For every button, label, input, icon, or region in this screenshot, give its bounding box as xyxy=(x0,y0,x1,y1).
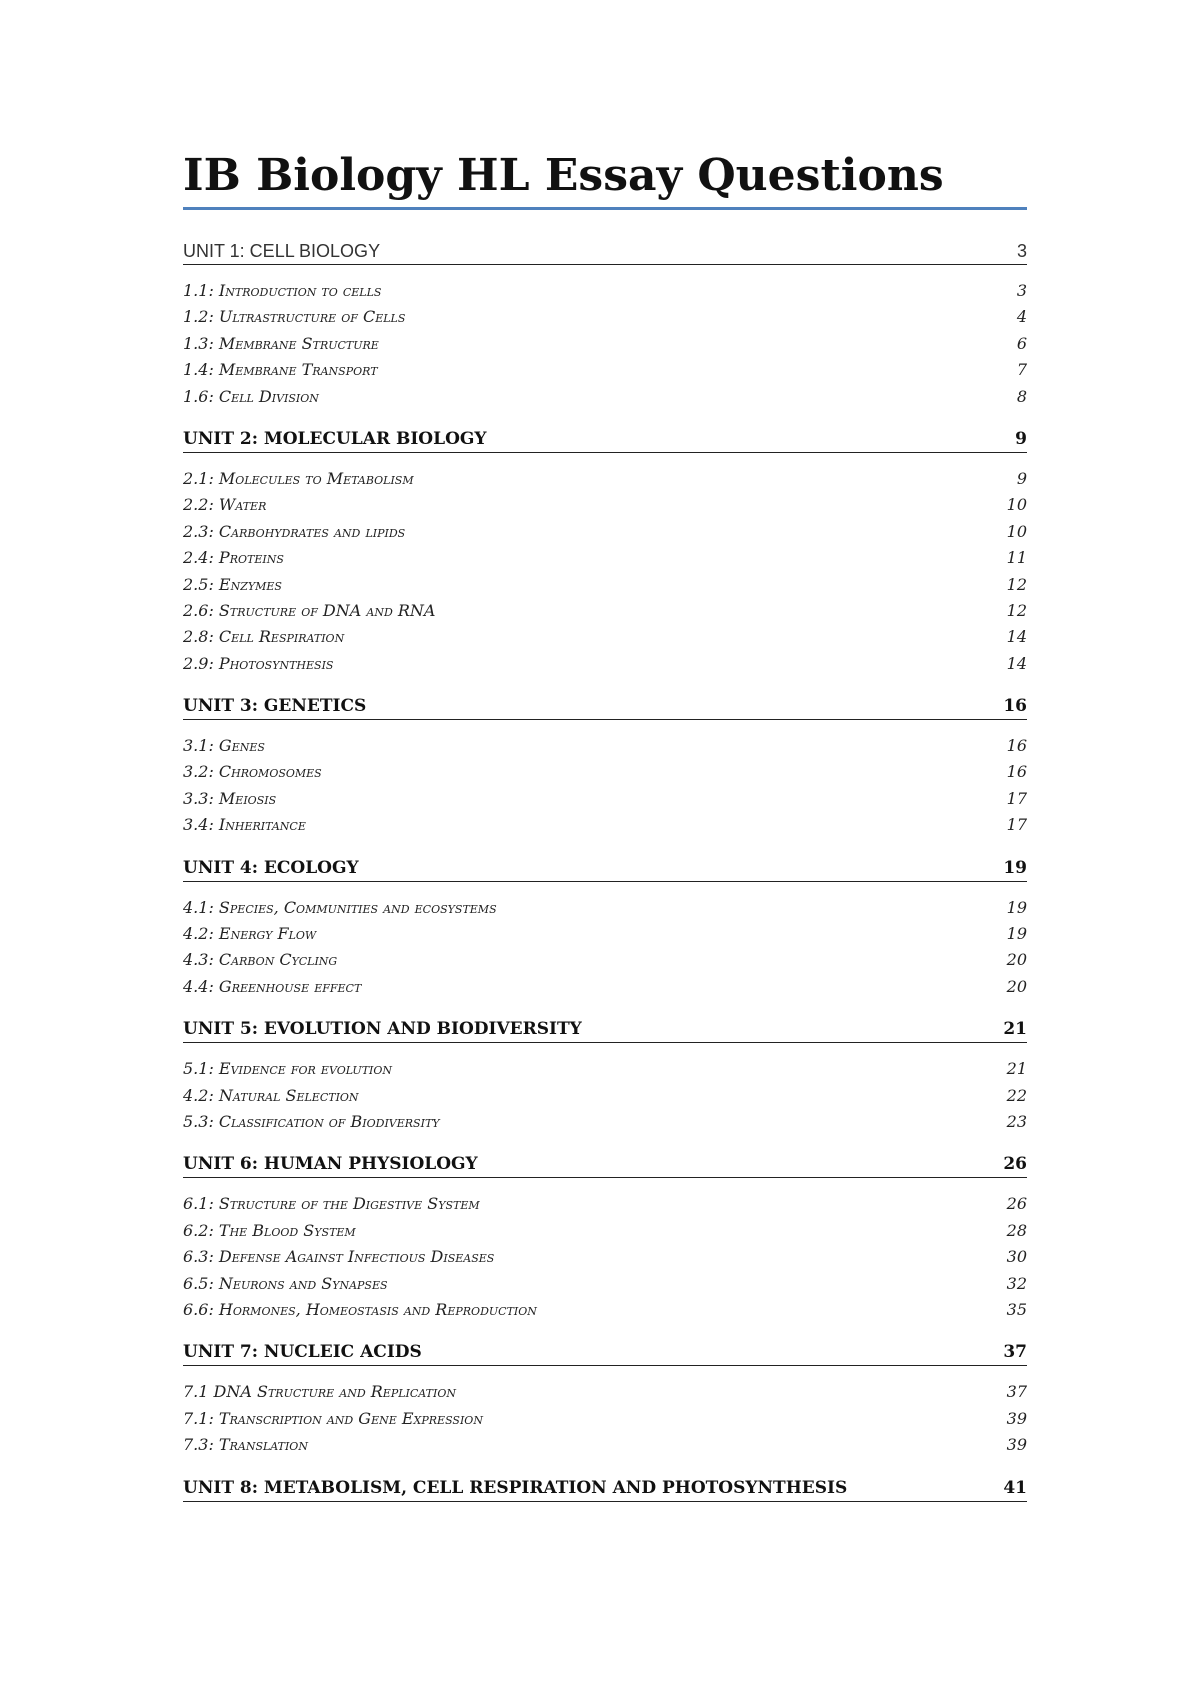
toc-unit xyxy=(183,426,1027,677)
toc-entry-link[interactable] xyxy=(183,466,1027,492)
toc-unit-heading-link[interactable] xyxy=(183,1339,1027,1366)
unit-page-number: 21 xyxy=(1003,1019,1027,1040)
entry-page-number: 11 xyxy=(1006,548,1027,568)
entry-page-number: 23 xyxy=(1006,1111,1027,1131)
entry-title: 4.1: Species, Communities and ecosystems xyxy=(183,897,497,917)
entry-page-number: 10 xyxy=(1006,495,1027,515)
entry-page-number: 9 xyxy=(1016,468,1027,488)
toc-entry-link[interactable] xyxy=(183,598,1027,624)
entry-title: 2.9: Photosynthesis xyxy=(183,653,334,673)
toc-entry-link[interactable] xyxy=(183,651,1027,677)
toc-entry-link[interactable] xyxy=(183,759,1027,785)
entry-page-number: 19 xyxy=(1006,897,1027,917)
unit-title: UNIT 7: NUCLEIC ACIDS xyxy=(183,1342,422,1363)
entry-title: 1.4: Membrane Transport xyxy=(183,360,378,380)
toc-unit-heading-link[interactable] xyxy=(183,693,1027,720)
toc-entry-link[interactable] xyxy=(183,331,1027,357)
toc-entry-link[interactable] xyxy=(183,1218,1027,1244)
entry-title: 6.3: Defense Against Infectious Diseases xyxy=(183,1247,495,1267)
entry-title: 2.6: Structure of DNA and RNA xyxy=(183,600,436,620)
entry-page-number: 7 xyxy=(1016,360,1027,380)
toc-unit xyxy=(183,238,1027,410)
entry-page-number: 32 xyxy=(1006,1273,1027,1293)
unit-title: UNIT 5: EVOLUTION AND BIODIVERSITY xyxy=(183,1019,582,1040)
entry-page-number: 17 xyxy=(1006,788,1027,808)
toc-entry-link[interactable] xyxy=(183,519,1027,545)
entry-title: 6.6: Hormones, Homeostasis and Reproduction xyxy=(183,1299,537,1319)
entry-page-number: 8 xyxy=(1016,386,1027,406)
entry-page-number: 12 xyxy=(1006,600,1027,620)
entry-title: 3.3: Meiosis xyxy=(183,788,277,808)
entry-page-number: 17 xyxy=(1006,815,1027,835)
toc-entry-link[interactable] xyxy=(183,786,1027,812)
entry-page-number: 3 xyxy=(1016,281,1027,300)
toc-entry-link[interactable] xyxy=(183,1244,1027,1270)
title-underline xyxy=(183,207,1027,210)
toc-entry-link[interactable] xyxy=(183,733,1027,759)
toc-entry-link[interactable] xyxy=(183,572,1027,598)
toc-entry-link[interactable] xyxy=(183,384,1027,410)
toc-unit xyxy=(183,1151,1027,1323)
unit-page-number: 3 xyxy=(1016,241,1027,261)
toc-entry-link[interactable] xyxy=(183,1109,1027,1135)
entry-title: 2.8: Cell Respiration xyxy=(183,627,345,647)
entry-page-number: 37 xyxy=(1006,1382,1027,1402)
entry-page-number: 20 xyxy=(1006,950,1027,970)
toc-unit xyxy=(183,1339,1027,1458)
entry-title: 6.5: Neurons and Synapses xyxy=(183,1273,388,1293)
toc-entry-link[interactable] xyxy=(183,1379,1027,1405)
entry-title: 2.3: Carbohydrates and lipids xyxy=(183,521,406,541)
entry-title: 1.3: Membrane Structure xyxy=(183,333,379,353)
toc-unit-heading-link[interactable] xyxy=(183,1151,1027,1178)
entry-page-number: 22 xyxy=(1006,1085,1027,1105)
toc-entry-link[interactable] xyxy=(183,1271,1027,1297)
toc-unit xyxy=(183,1016,1027,1135)
unit-page-number: 9 xyxy=(1015,428,1027,449)
entry-title: 6.1: Structure of the Digestive System xyxy=(183,1194,480,1214)
toc-unit-heading-link[interactable] xyxy=(183,426,1027,453)
entry-title: 5.1: Evidence for evolution xyxy=(183,1059,393,1079)
unit-title: UNIT 6: HUMAN PHYSIOLOGY xyxy=(183,1154,478,1175)
unit-page-number: 26 xyxy=(1003,1154,1027,1175)
entry-page-number: 4 xyxy=(1016,307,1027,327)
unit-title: UNIT 2: MOLECULAR BIOLOGY xyxy=(183,428,487,449)
entry-title: 4.2: Energy Flow xyxy=(183,924,317,944)
unit-page-number: 37 xyxy=(1003,1342,1027,1363)
toc-entry-link[interactable] xyxy=(183,1406,1027,1432)
toc-unit-heading-link[interactable] xyxy=(183,238,1027,265)
entry-page-number: 21 xyxy=(1006,1059,1027,1079)
toc-entry-link[interactable] xyxy=(183,357,1027,383)
entry-page-number: 39 xyxy=(1006,1408,1027,1428)
toc-entry-link[interactable] xyxy=(183,304,1027,330)
unit-page-number: 16 xyxy=(1003,696,1027,717)
entry-page-number: 35 xyxy=(1006,1299,1027,1319)
entry-title: 7.3: Translation xyxy=(183,1435,308,1455)
entry-title: 6.2: The Blood System xyxy=(183,1220,356,1240)
entry-title: 3.4: Inheritance xyxy=(183,815,306,835)
entry-page-number: 12 xyxy=(1006,574,1027,594)
entry-title: 2.4: Proteins xyxy=(183,548,284,568)
entry-title: 4.2: Natural Selection xyxy=(183,1085,359,1105)
entry-title: 1.6: Cell Division xyxy=(183,386,319,406)
toc-unit-heading-link[interactable] xyxy=(183,1016,1027,1043)
toc-entry-link[interactable] xyxy=(183,624,1027,650)
unit-title: UNIT 4: ECOLOGY xyxy=(183,857,359,878)
entry-title: 4.3: Carbon Cycling xyxy=(183,950,338,970)
entry-page-number: 14 xyxy=(1006,653,1027,673)
toc-unit xyxy=(183,1475,1027,1502)
unit-title: UNIT 3: GENETICS xyxy=(183,696,367,717)
unit-title: UNIT 1: CELL BIOLOGY xyxy=(183,241,381,261)
toc-unit-heading-link[interactable] xyxy=(183,855,1027,882)
entry-page-number: 10 xyxy=(1006,521,1027,541)
toc-entry-link[interactable] xyxy=(183,492,1027,518)
toc-unit xyxy=(183,855,1027,1001)
toc-entry-link[interactable] xyxy=(183,921,1027,947)
entry-page-number: 20 xyxy=(1006,976,1027,996)
entry-title: 2.1: Molecules to Metabolism xyxy=(183,468,414,488)
entry-page-number: 16 xyxy=(1006,762,1027,782)
entry-page-number: 30 xyxy=(1006,1247,1027,1267)
entry-title: 7.1 DNA Structure and Replication xyxy=(183,1382,456,1402)
toc-entry-link[interactable] xyxy=(183,545,1027,571)
toc-entry-link[interactable] xyxy=(183,1432,1027,1458)
entry-title: 1.1: Introduction to cells xyxy=(183,281,382,300)
toc-entry-link[interactable] xyxy=(183,1297,1027,1323)
toc-entry-link[interactable] xyxy=(183,974,1027,1000)
toc-entry-link[interactable] xyxy=(183,1191,1027,1217)
table-of-contents xyxy=(183,238,1027,1518)
entry-page-number: 6 xyxy=(1016,333,1027,353)
entry-page-number: 16 xyxy=(1006,736,1027,756)
toc-entry-link[interactable] xyxy=(183,278,1027,304)
unit-page-number: 19 xyxy=(1003,857,1027,878)
entry-title: 2.2: Water xyxy=(183,495,267,515)
toc-unit-heading-link[interactable] xyxy=(183,1475,1027,1502)
toc-entry-link[interactable] xyxy=(183,947,1027,973)
entry-title: 7.1: Transcription and Gene Expression xyxy=(183,1408,483,1428)
entry-title: 2.5: Enzymes xyxy=(183,574,282,594)
toc-entry-link[interactable] xyxy=(183,1083,1027,1109)
entry-page-number: 26 xyxy=(1006,1194,1027,1214)
page-title: IB Biology HL Essay Questions xyxy=(183,150,944,201)
entry-page-number: 14 xyxy=(1006,627,1027,647)
toc-unit xyxy=(183,693,1027,839)
toc-entry-link[interactable] xyxy=(183,812,1027,838)
unit-page-number: 41 xyxy=(1003,1477,1027,1498)
toc-entry-link[interactable] xyxy=(183,1056,1027,1082)
entry-title: 4.4: Greenhouse effect xyxy=(183,976,362,996)
entry-page-number: 28 xyxy=(1006,1220,1027,1240)
entry-title: 3.2: Chromosomes xyxy=(183,762,322,782)
unit-title: UNIT 8: METABOLISM, CELL RESPIRATION AND PHOTOSYNTHESIS xyxy=(183,1477,848,1498)
entry-page-number: 19 xyxy=(1006,924,1027,944)
entry-page-number: 39 xyxy=(1006,1435,1027,1455)
entry-title: 3.1: Genes xyxy=(183,736,265,756)
entry-title: 5.3: Classification of Biodiversity xyxy=(183,1111,440,1131)
entry-title: 1.2: Ultrastructure of Cells xyxy=(183,307,406,327)
toc-entry-link[interactable] xyxy=(183,895,1027,921)
